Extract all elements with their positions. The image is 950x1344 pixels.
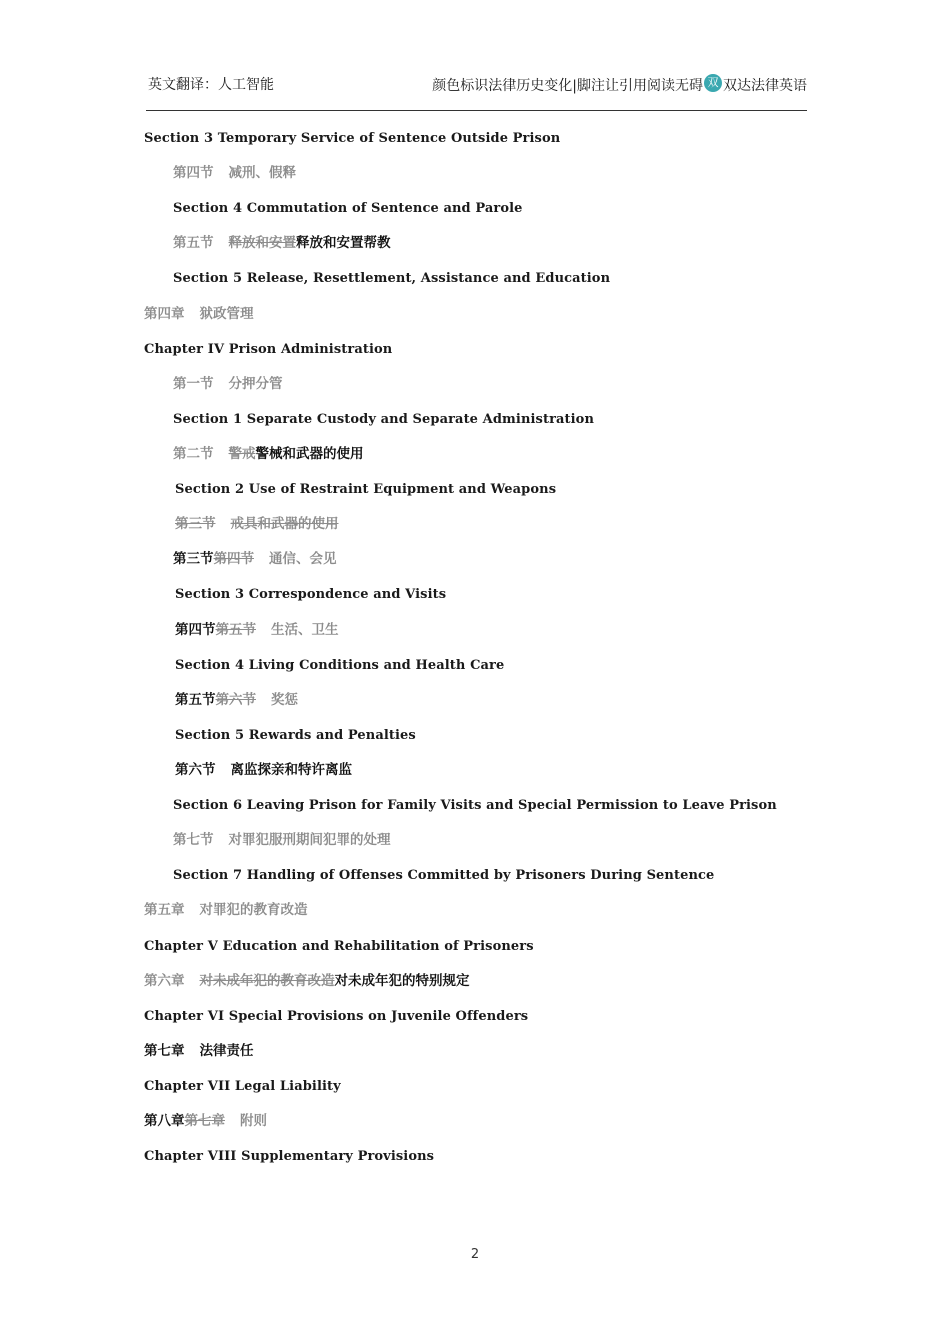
toc-deleted-text: 戒具和武器的使用 <box>230 516 339 532</box>
toc-num: 第四节 <box>173 165 214 181</box>
toc-new-text: 第八章 <box>144 1113 185 1129</box>
toc-entry <box>175 762 352 779</box>
toc-entry: Chapter V Education and Rehabilitation of Prisoners <box>144 939 534 954</box>
toc-title: 狱政管理 <box>199 306 254 322</box>
toc-title: 对罪犯服刑期间犯罪的处理 <box>228 832 391 848</box>
toc-entry <box>144 973 470 990</box>
toc-entry: Section 5 Release, Resettlement, Assistance and Education <box>173 271 611 286</box>
toc-title: 对罪犯的教育改造 <box>199 902 308 918</box>
toc-num: 第六章 <box>144 973 185 989</box>
toc-entry: Section 2 Use of Restraint Equipment and Weapons <box>175 482 557 497</box>
toc-entry: Section 1 Separate Custody and Separate Administration <box>173 412 595 427</box>
toc-entry: Section 5 Rewards and Penalties <box>175 728 416 743</box>
toc-entry: Section 3 Temporary Service of Sentence Outside Prison <box>144 131 561 146</box>
toc-deleted-text: 第四节 <box>213 551 254 567</box>
toc-entry <box>173 551 337 568</box>
toc-entry: Section 3 Correspondence and Visits <box>175 587 447 602</box>
toc-entry <box>144 306 254 323</box>
toc-title: 附则 <box>240 1113 267 1129</box>
toc-title: 生活、卫生 <box>271 622 339 638</box>
toc-num: 第五节 <box>173 235 214 251</box>
toc-entry <box>175 692 298 709</box>
toc-new-text: 对未成年犯的特别规定 <box>334 973 470 989</box>
page-number: 2 <box>470 1247 480 1262</box>
toc-num: 第二节 <box>173 446 214 462</box>
page-header <box>146 70 807 111</box>
toc-entry: Chapter VIII Supplementary Provisions <box>144 1149 435 1164</box>
toc-entry <box>173 446 364 463</box>
toc-new-text: 第五节 <box>175 692 216 708</box>
toc-entry <box>173 165 296 182</box>
toc-title: 离监探亲和特许离监 <box>230 762 352 778</box>
toc-num: 第一节 <box>173 376 214 392</box>
toc-deleted-text: 对未成年犯的教育改造 <box>199 973 335 989</box>
toc-entry: Section 7 Handling of Offenses Committed by Prisoners During Sentence <box>173 868 715 883</box>
toc-entry: Chapter VI Special Provisions on Juvenile Offenders <box>144 1009 529 1024</box>
toc-entry <box>144 902 308 919</box>
toc-new-text: 警械和武器的使用 <box>255 446 364 462</box>
toc-entry: Section 4 Commutation of Sentence and Parole <box>173 201 523 216</box>
toc-num: 第六节 <box>175 762 216 778</box>
header-tagline <box>432 74 807 95</box>
toc-deleted-text: 第五节 <box>215 622 256 638</box>
toc-entry: Section 4 Living Conditions and Health Care <box>175 658 505 673</box>
toc-entry: Chapter VII Legal Liability <box>144 1079 341 1094</box>
toc-deleted-text: 释放和安置 <box>228 235 296 251</box>
toc-deleted-text: 警戒 <box>228 446 256 462</box>
header-tagline-b: 双达法律英语 <box>723 78 807 94</box>
toc-entry: Section 6 Leaving Prison for Family Visits and Special Permission to Leave Prison <box>173 798 777 813</box>
header-translator: 英文翻译：人工智能 <box>148 77 274 93</box>
toc-entry <box>173 832 391 849</box>
toc-title: 分押分管 <box>228 376 283 392</box>
toc-title: 通信、会见 <box>269 551 337 567</box>
toc-new-text: 释放和安置帮教 <box>296 235 391 251</box>
toc-entry <box>175 516 339 533</box>
toc-title: 减刑、假释 <box>228 165 296 181</box>
toc-title: 奖惩 <box>271 692 298 708</box>
toc-entry <box>173 235 391 252</box>
toc-entry <box>144 1043 254 1060</box>
toc-deleted-text: 第三节 <box>175 516 216 532</box>
toc-num: 第五章 <box>144 902 185 918</box>
toc-deleted-text: 第七章 <box>184 1113 225 1129</box>
toc-num: 第七节 <box>173 832 214 848</box>
toc-entry: Chapter IV Prison Administration <box>144 342 393 357</box>
toc-new-text: 第三节 <box>173 551 214 567</box>
toc-new-text: 第四节 <box>175 622 216 638</box>
toc-entry <box>173 376 283 393</box>
toc-num: 第四章 <box>144 306 185 322</box>
toc-entry <box>175 622 339 639</box>
toc-entry <box>144 1113 267 1130</box>
toc-num: 第七章 <box>144 1043 185 1059</box>
toc-title: 法律责任 <box>199 1043 254 1059</box>
header-tagline-a: 颜色标识法律历史变化|脚注让引用阅读无碍 <box>432 78 703 94</box>
toc-deleted-text: 第六节 <box>215 692 256 708</box>
brand-logo-icon: 双 <box>704 74 722 92</box>
